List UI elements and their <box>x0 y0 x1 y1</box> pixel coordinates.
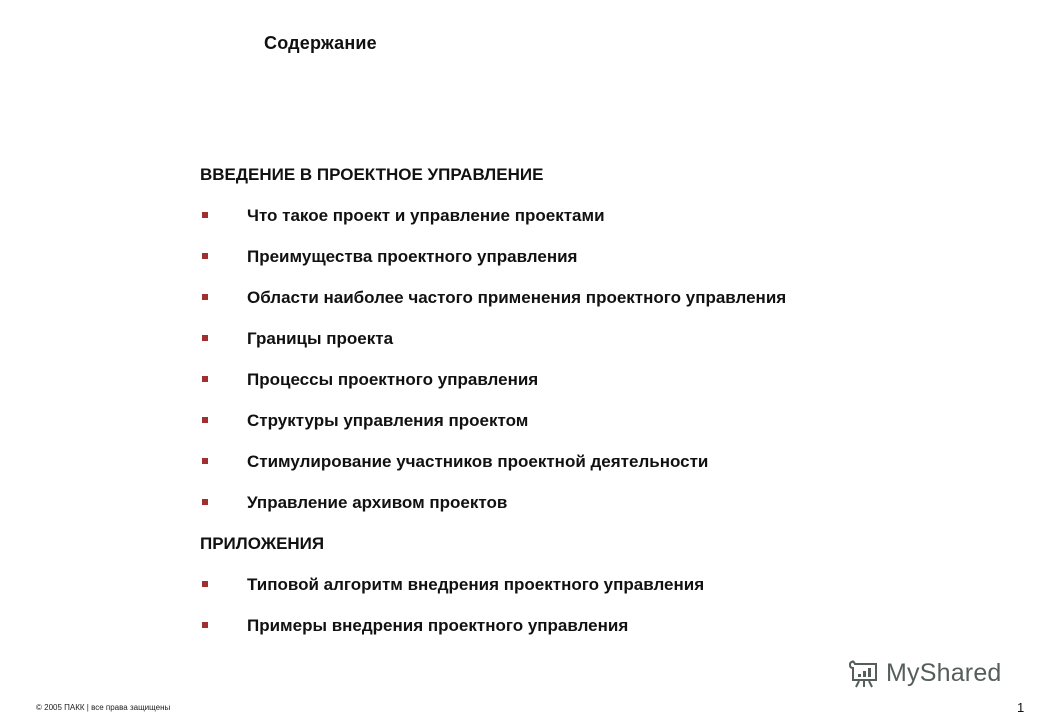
list-item: Структуры управления проектом <box>200 410 960 451</box>
presentation-board-icon <box>847 656 881 690</box>
page-number: 1 <box>1017 700 1025 715</box>
list-item: Области наиболее частого применения проектного управления <box>200 287 960 328</box>
section-heading-appendix: ПРИЛОЖЕНИЯ <box>200 534 325 553</box>
list-item: Процессы проектного управления <box>200 369 960 410</box>
bullet-square-icon <box>202 581 208 587</box>
bullet-square-icon <box>202 499 208 505</box>
bullet-square-icon <box>202 294 208 300</box>
section-heading-intro: ВВЕДЕНИЕ В ПРОЕКТНОЕ УПРАВЛЕНИЕ <box>200 165 544 184</box>
bullet-square-icon <box>202 417 208 423</box>
bullet-square-icon <box>202 212 208 218</box>
bullet-square-icon <box>202 253 208 259</box>
watermark-logo <box>847 656 1002 690</box>
list-item: Границы проекта <box>200 328 960 369</box>
footer-copyright: © 2005 ПАКК | все права защищены <box>36 703 171 712</box>
list-item: Что такое проект и управление проектами <box>200 205 960 246</box>
list-item: Преимущества проектного управления <box>200 246 960 287</box>
bullet-square-icon <box>202 622 208 628</box>
bullet-square-icon <box>202 335 208 341</box>
table-of-contents <box>200 164 960 656</box>
slide-title: Содержание <box>264 33 377 53</box>
bullet-square-icon <box>202 376 208 382</box>
list-item: Примеры внедрения проектного управления <box>200 615 960 656</box>
list-item: Типовой алгоритм внедрения проектного управления <box>200 574 960 615</box>
watermark-text: MyShared <box>886 658 1002 687</box>
list-item: Стимулирование участников проектной деятельности <box>200 451 960 492</box>
bullet-square-icon <box>202 458 208 464</box>
list-item: Управление архивом проектов <box>200 492 960 533</box>
